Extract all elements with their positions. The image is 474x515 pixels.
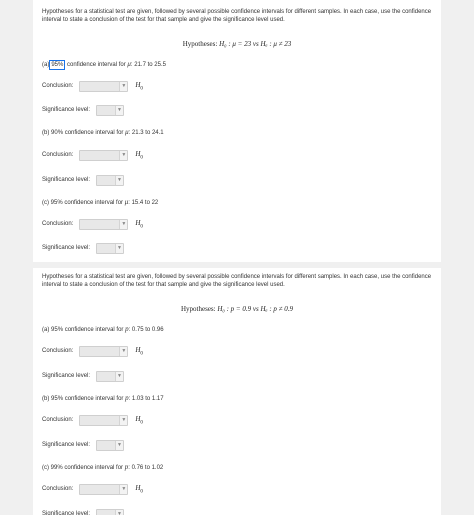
conclusion-dropdown[interactable]	[79, 150, 128, 161]
part-b-param: μ	[125, 128, 129, 136]
part-b-conf: 90%	[51, 130, 64, 136]
conclusion-label: Conclusion:	[42, 152, 74, 158]
conclusion-label: Conclusion:	[42, 486, 74, 492]
chevron-down-icon: ▼	[119, 347, 127, 356]
significance-dropdown[interactable]	[96, 440, 124, 451]
part-a-conf: 95%	[51, 327, 64, 333]
part-a-range: : 21.7 to 25.5	[130, 62, 166, 68]
significance-label: Significance level:	[42, 107, 91, 113]
part-a-significance-row	[42, 104, 124, 116]
significance-label: Significance level:	[42, 373, 91, 379]
part-b-range: : 21.3 to 24.1	[128, 130, 164, 136]
part-b-prefix: (b)	[42, 396, 50, 402]
part-b-text: confidence interval for	[64, 130, 124, 136]
significance-dropdown[interactable]	[96, 175, 124, 186]
part-a-range: : 0.75 to 0.96	[128, 327, 164, 333]
h0-symbol: $H_0$	[135, 80, 143, 92]
significance-label: Significance level:	[42, 511, 91, 515]
part-a-interval	[42, 325, 164, 333]
part-c-range: : 15.4 to 22	[128, 200, 159, 206]
chevron-down-icon: ▼	[115, 441, 123, 450]
part-a-param: μ	[127, 60, 131, 68]
part-a-text: confidence interval for	[64, 327, 124, 333]
chevron-down-icon: ▼	[119, 485, 127, 494]
part-b-conf: 95%	[51, 396, 64, 402]
significance-label: Significance level:	[42, 177, 91, 183]
part-c-interval	[42, 198, 158, 206]
conclusion-dropdown[interactable]	[79, 484, 128, 495]
part-b-prefix: (b)	[42, 130, 50, 136]
conclusion-dropdown[interactable]	[79, 415, 128, 426]
conclusion-dropdown[interactable]	[79, 346, 128, 357]
part-b-param: p	[125, 394, 129, 402]
part-c-text: confidence interval for	[64, 200, 124, 206]
chevron-down-icon: ▼	[119, 416, 127, 425]
part-a-significance-row	[42, 370, 124, 382]
part-b-significance-row	[42, 439, 124, 451]
part-b-conclusion-row	[42, 149, 143, 161]
chevron-down-icon: ▼	[115, 106, 123, 115]
conclusion-label: Conclusion:	[42, 83, 74, 89]
part-c-range: : 0.76 to 1.02	[128, 465, 164, 471]
part-b-range: : 1.03 to 1.17	[128, 396, 164, 402]
h0-symbol: $H_0$	[135, 218, 143, 230]
question-intro: Hypotheses for a statistical test are given, followed by several possible confidence intervals for different samples. In each case, use the confidence interval to state a conclusion of the test for that sample and give the significance level used.	[42, 9, 432, 23]
confidence-level-highlight[interactable]: 95%	[51, 62, 64, 68]
part-c-conf: 99%	[50, 465, 63, 471]
part-c-conclusion-row	[42, 483, 143, 495]
chevron-down-icon: ▼	[115, 244, 123, 253]
part-a-interval	[42, 60, 166, 70]
chevron-down-icon: ▼	[119, 220, 127, 229]
part-b-significance-row	[42, 174, 124, 186]
chevron-down-icon: ▼	[115, 372, 123, 381]
h0-symbol: $H_0$	[135, 345, 143, 357]
part-a-prefix: (a)	[42, 327, 50, 333]
part-a-param: p	[125, 325, 129, 333]
chevron-down-icon: ▼	[115, 510, 123, 515]
conclusion-label: Conclusion:	[42, 417, 74, 423]
h0-symbol: $H_0$	[135, 483, 143, 495]
part-c-text: confidence interval for	[64, 465, 124, 471]
question-intro: Hypotheses for a statistical test are given, followed by several possible confidence intervals for different samples. In each case, use the confidence interval to state a conclusion of the test for that sample and give the significance level used.	[42, 274, 432, 288]
part-b-text: confidence interval for	[64, 396, 124, 402]
hypotheses-label: Hypotheses:	[180, 305, 216, 313]
part-a-text: confidence interval for	[67, 62, 126, 68]
part-a-prefix: (a)	[42, 62, 50, 68]
hypotheses-math: H₀ : p = 0.9 vs Hₐ : p ≠ 0.9	[217, 305, 293, 313]
part-c-conf: 95%	[50, 200, 63, 206]
part-a-conclusion-row	[42, 80, 143, 92]
h0-symbol: $H_0$	[135, 149, 143, 161]
part-c-param: p	[124, 463, 129, 471]
chevron-down-icon: ▼	[119, 82, 127, 91]
significance-label: Significance level:	[42, 245, 91, 251]
part-c-significance-row	[42, 242, 124, 254]
significance-dropdown[interactable]	[96, 105, 124, 116]
part-c-significance-row	[42, 508, 124, 515]
significance-dropdown[interactable]	[96, 371, 124, 382]
hypotheses-line	[33, 305, 441, 313]
question-card-1	[33, 0, 441, 262]
conclusion-label: Conclusion:	[42, 348, 74, 354]
conclusion-dropdown[interactable]	[79, 81, 128, 92]
part-c-param: μ	[124, 198, 129, 206]
h0-symbol: $H_0$	[135, 414, 143, 426]
part-c-prefix: (c)	[42, 465, 49, 471]
significance-label: Significance level:	[42, 442, 91, 448]
part-b-conclusion-row	[42, 414, 143, 426]
significance-dropdown[interactable]	[96, 243, 124, 254]
part-a-conclusion-row	[42, 345, 143, 357]
hypotheses-line	[33, 40, 441, 48]
part-c-prefix: (c)	[42, 200, 49, 206]
part-b-interval	[42, 394, 164, 402]
hypotheses-label: Hypotheses:	[182, 40, 218, 48]
part-c-conclusion-row	[42, 218, 143, 230]
hypotheses-math: H₀ : μ = 23 vs Hₐ : μ ≠ 23	[219, 40, 292, 48]
conclusion-dropdown[interactable]	[79, 219, 128, 230]
significance-dropdown[interactable]	[96, 509, 124, 515]
question-card-2	[33, 268, 441, 515]
part-c-interval	[42, 463, 163, 471]
chevron-down-icon: ▼	[119, 151, 127, 160]
conclusion-label: Conclusion:	[42, 221, 74, 227]
part-b-interval	[42, 128, 164, 136]
chevron-down-icon: ▼	[115, 176, 123, 185]
